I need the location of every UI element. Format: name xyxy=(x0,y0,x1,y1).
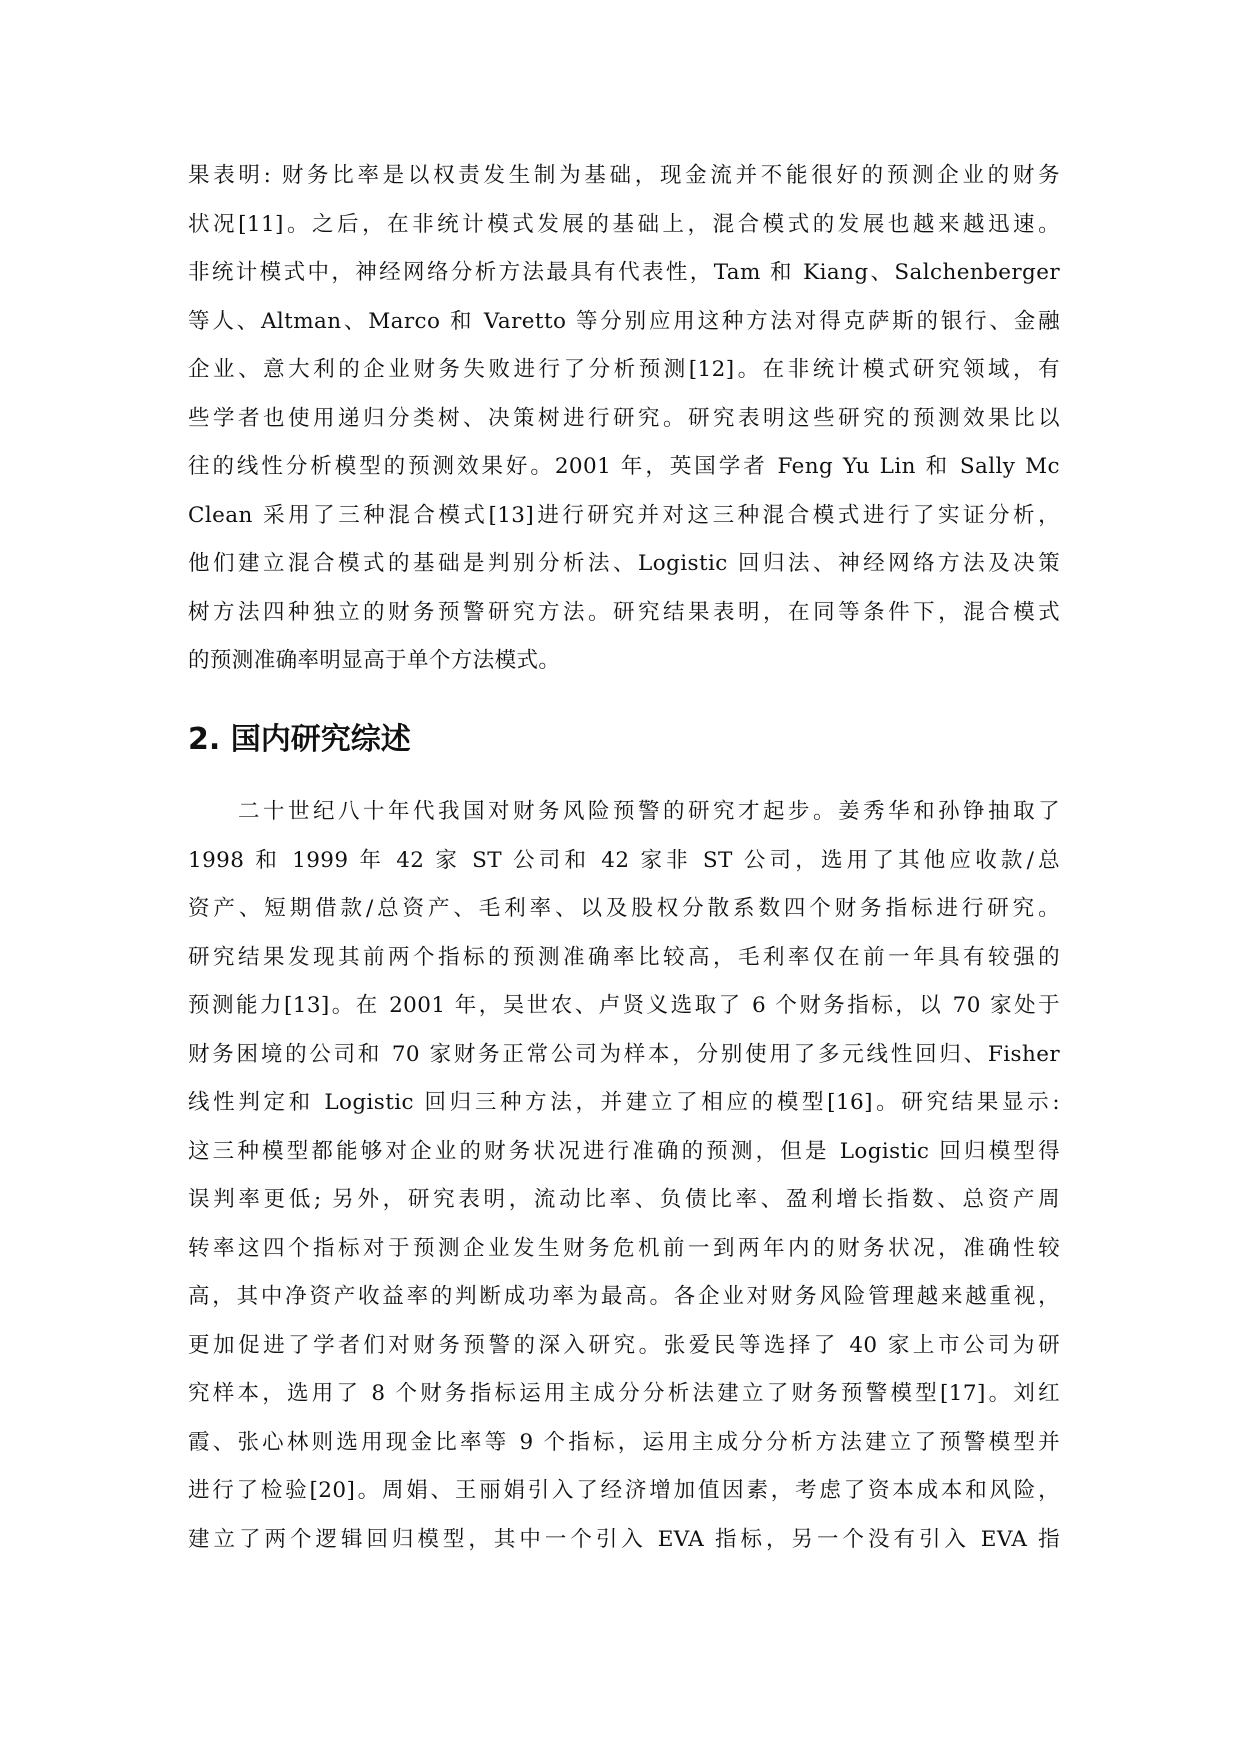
text-line: 更加促进了学者们对财务预警的深入研究。张爱民等选择了 40 家上市公司为研 xyxy=(188,1332,1060,1358)
text-line: 二十世纪八十年代我国对财务风险预警的研究才起步。姜秀华和孙铮抽取了 xyxy=(238,799,1060,824)
paragraph-domestic-research xyxy=(188,788,1060,1564)
text-line: 误判率更低; 另外，研究表明，流动比率、负债比率、盈利增长指数、总资产周 xyxy=(188,1187,1060,1212)
text-line: 高，其中净资产收益率的判断成功率为最高。各企业对财务风险管理越来越重视， xyxy=(188,1284,1060,1309)
text-line: 状况[11]。之后，在非统计模式发展的基础上，混合模式的发展也越来越迅速。 xyxy=(188,211,1060,237)
text-line: 建立了两个逻辑回归模型，其中一个引入 EVA 指标，另一个没有引入 EVA 指 xyxy=(188,1526,1060,1552)
text-line: 的预测准确率明显高于单个方法模式。 xyxy=(188,648,561,673)
text-line: 这三种模型都能够对企业的财务状况进行准确的预测，但是 Logistic 回归模型得 xyxy=(188,1138,1060,1164)
text-line: 转率这四个指标对于预测企业发生财务危机前一到两年内的财务状况，准确性较 xyxy=(188,1235,1060,1261)
text-line: 树方法四种独立的财务预警研究方法。研究结果表明，在同等条件下，混合模式 xyxy=(188,599,1060,625)
text-line: 财务困境的公司和 70 家财务正常公司为样本，分别使用了多元线性回归、Fisher xyxy=(188,1041,1060,1067)
text-line: 些学者也使用递归分类树、决策树进行研究。研究表明这些研究的预测效果比以 xyxy=(188,405,1060,431)
text-line: 果表明: 财务比率是以权责发生制为基础，现金流并不能很好的预测企业的财务 xyxy=(188,163,1060,188)
text-line: 进行了检验[20]。周娟、王丽娟引入了经济增加值因素，考虑了资本成本和风险， xyxy=(188,1478,1060,1503)
text-line: 往的线性分析模型的预测效果好。2001 年，英国学者 Feng Yu Lin 和 Sally Mc xyxy=(188,454,1061,479)
text-line: 资产、短期借款/总资产、毛利率、以及股权分散系数四个财务指标进行研究。 xyxy=(188,896,1060,921)
text-line: Clean 采用了三种混合模式[13]进行研究并对这三种混合模式进行了实证分析， xyxy=(188,502,1060,528)
paragraph-foreign-research xyxy=(188,152,1060,686)
text-line: 非统计模式中，神经网络分析方法最具有代表性，Tam 和 Kiang、Salchenberger xyxy=(188,260,1060,285)
text-line: 线性判定和 Logistic 回归三种方法，并建立了相应的模型[16]。研究结果显示: xyxy=(188,1090,1060,1115)
text-line: 究样本，选用了 8 个财务指标运用主成分分析法建立了财务预警模型[17]。刘红 xyxy=(188,1381,1060,1406)
text-line: 他们建立混合模式的基础是判别分析法、Logistic 回归法、神经网络方法及决策 xyxy=(188,551,1060,576)
section-heading: 2. 国内研究综述 xyxy=(188,722,411,757)
text-line: 等人、Altman、Marco 和 Varetto 等分别应用这种方法对得克萨斯的银行、金融 xyxy=(188,308,1060,334)
text-line: 预测能力[13]。在 2001 年，吴世农、卢贤义选取了 6 个财务指标，以 70 家处于 xyxy=(188,993,1060,1018)
text-line: 霞、张心林则选用现金比率等 9 个指标，运用主成分分析方法建立了预警模型并 xyxy=(188,1429,1060,1455)
text-line: 企业、意大利的企业财务失败进行了分析预测[12]。在非统计模式研究领域，有 xyxy=(188,357,1060,382)
text-line: 研究结果发现其前两个指标的预测准确率比较高，毛利率仅在前一年具有较强的 xyxy=(188,944,1060,970)
text-line: 1998 和 1999 年 42 家 ST 公司和 42 家非 ST 公司，选用了其他应收款/总 xyxy=(188,847,1060,873)
